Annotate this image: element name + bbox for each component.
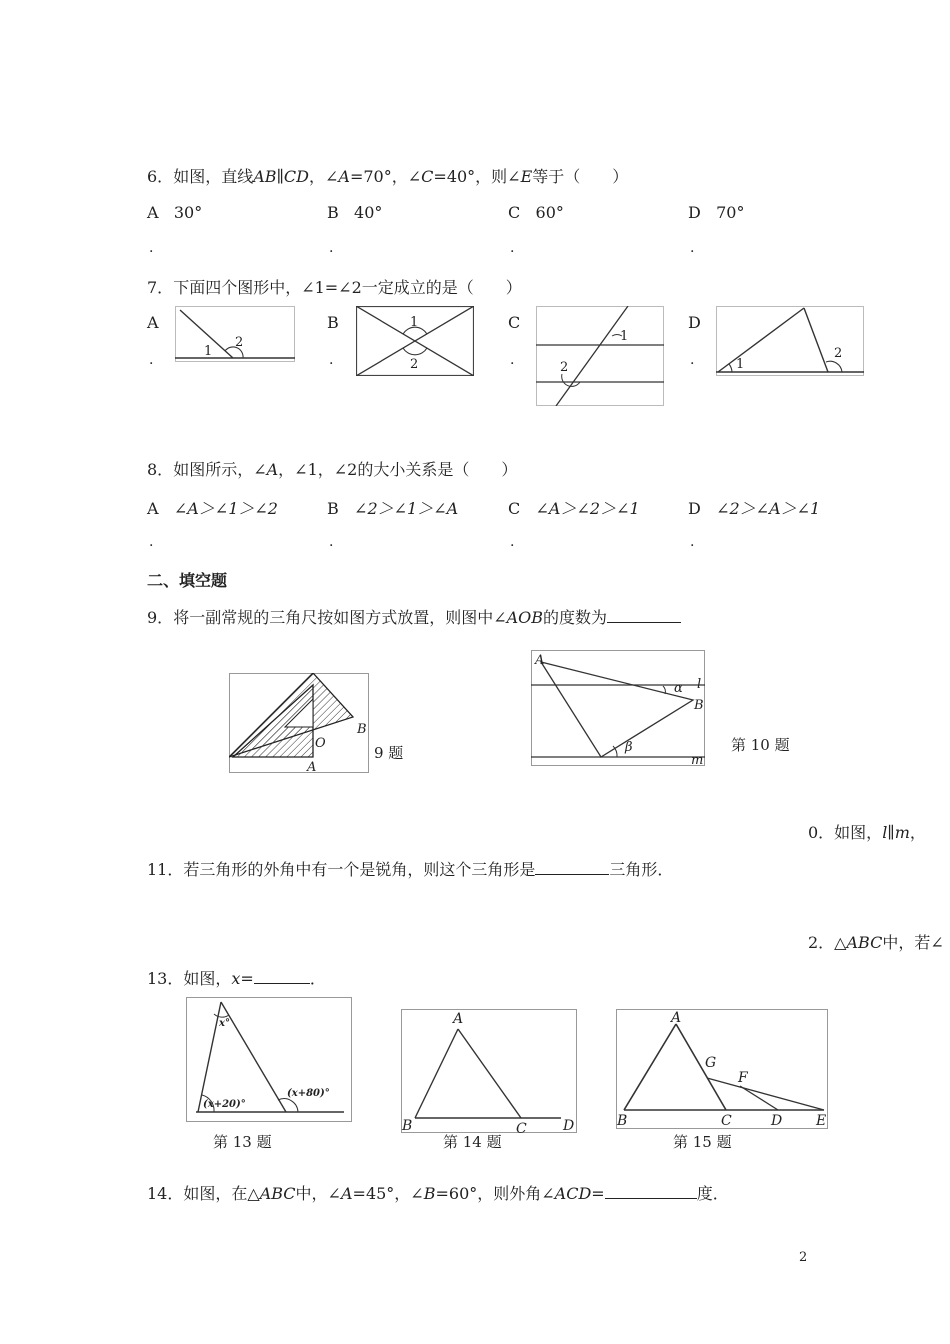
angle-left-label: (x+20)° [203, 1099, 246, 1110]
option-dot: . [149, 352, 154, 368]
q9-stem [147, 605, 681, 628]
q14-text: A [340, 1184, 353, 1203]
angle-beta-label: β [625, 740, 633, 755]
q7-stem [147, 275, 522, 298]
q9-caption: 9 题 [374, 744, 404, 762]
point-c-label: C [721, 1113, 732, 1129]
option-dot: . [149, 534, 154, 550]
q14-text: 度． [696, 1184, 729, 1203]
q6-option-d[interactable] [688, 203, 744, 222]
q9-text: AOB [506, 608, 544, 627]
option-dot: . [329, 240, 334, 256]
point-d-label: D [563, 1118, 575, 1133]
point-g-label: G [705, 1055, 717, 1071]
option-text: 40° [354, 203, 383, 222]
angle-alpha-label: α [674, 681, 683, 696]
option-dot: . [690, 534, 695, 550]
q7-figure-b[interactable] [356, 306, 474, 376]
q7-figure-a[interactable] [175, 306, 295, 362]
q7-option-d[interactable]: D [688, 313, 701, 332]
q14-text: 如图，在△ [183, 1184, 260, 1203]
q8-text: A [266, 460, 279, 479]
q6-text: 等于（ ） [532, 167, 629, 186]
q15-figure [616, 1009, 830, 1133]
option-dot: . [329, 352, 334, 368]
q14-caption: 第 14 题 [443, 1133, 502, 1151]
answer-blank[interactable] [254, 969, 310, 984]
q6-number: 6． [147, 167, 174, 186]
point-b-label: B [617, 1113, 628, 1129]
q13-text: = [240, 969, 254, 988]
point-d-label: D [771, 1113, 783, 1129]
section-title: 二、填空题 [147, 571, 228, 590]
q8-number: 8． [147, 460, 174, 479]
q10-text: l∥m [882, 823, 910, 842]
option-text: ∠2＞∠A＞∠1 [716, 499, 821, 518]
q13-text: 如图， [183, 969, 232, 988]
q8-option-b[interactable] [327, 496, 458, 519]
q8-option-a[interactable] [147, 496, 278, 519]
point-e-label: E [816, 1113, 827, 1129]
q14-text: ACD [554, 1184, 592, 1203]
angle-2-label: 2 [410, 357, 419, 372]
q13-text: x [231, 969, 241, 988]
q6-option-c[interactable] [508, 203, 564, 222]
angle-1-label: 1 [736, 357, 745, 372]
option-dot: . [510, 534, 515, 550]
q10-text: ， [909, 823, 926, 842]
q12-text: 中，若∠ [882, 933, 944, 952]
answer-blank[interactable] [607, 608, 681, 623]
option-letter: C [508, 499, 521, 518]
angle-x-label: x° [219, 1018, 230, 1029]
q10-text: 0．如图， [808, 823, 883, 842]
q13-stem [147, 966, 326, 989]
point-b-label: B [402, 1118, 413, 1133]
q8-text: ，∠1，∠2的大小关系是（ ） [278, 460, 518, 479]
q8-option-c[interactable] [508, 496, 640, 519]
option-text: 70° [716, 203, 745, 222]
q14-text: =45°，∠ [352, 1184, 424, 1203]
point-b-label: B [694, 698, 704, 713]
q14-text: ABC [259, 1184, 296, 1203]
option-dot: . [510, 352, 515, 368]
q6-text: E [520, 167, 533, 186]
q14-number: 14． [147, 1184, 184, 1203]
q9-number: 9． [147, 608, 174, 627]
option-text: ∠2＞∠1＞∠A [354, 499, 459, 518]
page-number: 2 [799, 1250, 808, 1265]
point-b-label: B [357, 722, 367, 737]
option-letter: C [508, 203, 521, 222]
angle-1-label: 1 [410, 315, 419, 330]
option-text: 30° [173, 203, 203, 222]
point-a-label: A [307, 760, 317, 773]
q14-stem [147, 1181, 729, 1204]
q9-figure [229, 673, 369, 773]
line-m-label: m [691, 753, 704, 766]
q8-stem [147, 457, 517, 480]
q12-text: 2．△ [808, 933, 847, 952]
q9-text: 的度数为 [543, 608, 608, 627]
q7-number: 7． [147, 278, 174, 297]
q14-text: B [423, 1184, 436, 1203]
q6-option-a[interactable] [147, 203, 202, 222]
q6-text: =70°，∠ [349, 167, 422, 186]
q6-text: C [421, 167, 434, 186]
option-dot: . [690, 352, 695, 368]
q7-text: 下面四个图形中，∠1=∠2一定成立的是（ ） [173, 278, 522, 297]
angle-2-label: 2 [235, 335, 244, 350]
option-letter: A [147, 203, 159, 222]
q13-caption: 第 13 题 [213, 1133, 272, 1151]
q15-caption: 第 15 题 [673, 1133, 732, 1151]
q7-figure-d[interactable] [716, 306, 864, 376]
answer-blank[interactable] [535, 860, 609, 875]
q13-number: 13． [147, 969, 184, 988]
option-text: 60° [535, 203, 564, 222]
q6-text: AB∥CD [253, 167, 309, 186]
q6-option-b[interactable] [327, 203, 382, 222]
q7-option-a[interactable]: A [147, 313, 159, 332]
q11-stem [147, 857, 673, 880]
q10-figure [531, 650, 705, 766]
angle-2-label: 2 [834, 346, 843, 361]
q14-figure [401, 1009, 577, 1133]
q7-option-c[interactable]: C [508, 313, 521, 332]
q7-option-b[interactable]: B [327, 313, 339, 332]
option-dot: . [329, 534, 334, 550]
q6-text: ，∠ [308, 167, 339, 186]
point-a-label: A [535, 653, 545, 668]
q8-text: 如图所示，∠ [173, 460, 267, 479]
q6-stem [147, 164, 628, 187]
angle-2-label: 2 [560, 360, 569, 375]
option-dot: . [510, 240, 515, 256]
q8-option-d[interactable] [688, 496, 820, 519]
q10-caption: 第 10 题 [731, 736, 790, 754]
q12-text: ABC [846, 933, 883, 952]
q11-text: 若三角形的外角中有一个是锐角，则这个三角形是 [183, 860, 536, 879]
q6-text: A [338, 167, 350, 186]
q11-text: 三角形． [609, 860, 674, 879]
point-a-label: A [453, 1011, 464, 1027]
option-letter: D [688, 499, 701, 518]
option-letter: D [688, 203, 701, 222]
angle-1-label: 1 [620, 329, 629, 344]
q14-text: =60°，则外角∠ [435, 1184, 555, 1203]
point-f-label: F [738, 1070, 748, 1086]
q7-figure-c[interactable] [536, 306, 664, 406]
q12-stem-partial [808, 930, 944, 953]
option-text: ∠A＞∠1＞∠2 [173, 499, 278, 518]
point-a-label: A [671, 1010, 682, 1026]
q10-stem-partial [808, 820, 926, 843]
option-letter: A [147, 499, 159, 518]
q6-text: =40°，则∠ [433, 167, 521, 186]
answer-blank[interactable] [605, 1184, 697, 1199]
angle-1-label: 1 [204, 344, 213, 359]
option-dot: . [690, 240, 695, 256]
option-dot: . [149, 240, 154, 256]
point-o-label: O [315, 736, 326, 751]
angle-right-label: (x+80)° [287, 1088, 330, 1099]
point-c-label: C [516, 1121, 527, 1133]
q14-text: = [591, 1184, 605, 1203]
q13-figure [186, 997, 354, 1123]
line-l-label: l [697, 677, 702, 692]
q14-text: 中，∠ [295, 1184, 341, 1203]
q6-text: 如图，直线 [173, 167, 254, 186]
q13-text: ． [309, 969, 326, 988]
option-text: ∠A＞∠2＞∠1 [535, 499, 640, 518]
q9-text: 将一副常规的三角尺按如图方式放置，则图中∠ [173, 608, 507, 627]
q11-number: 11． [147, 860, 184, 879]
option-letter: B [327, 203, 339, 222]
option-letter: B [327, 499, 339, 518]
